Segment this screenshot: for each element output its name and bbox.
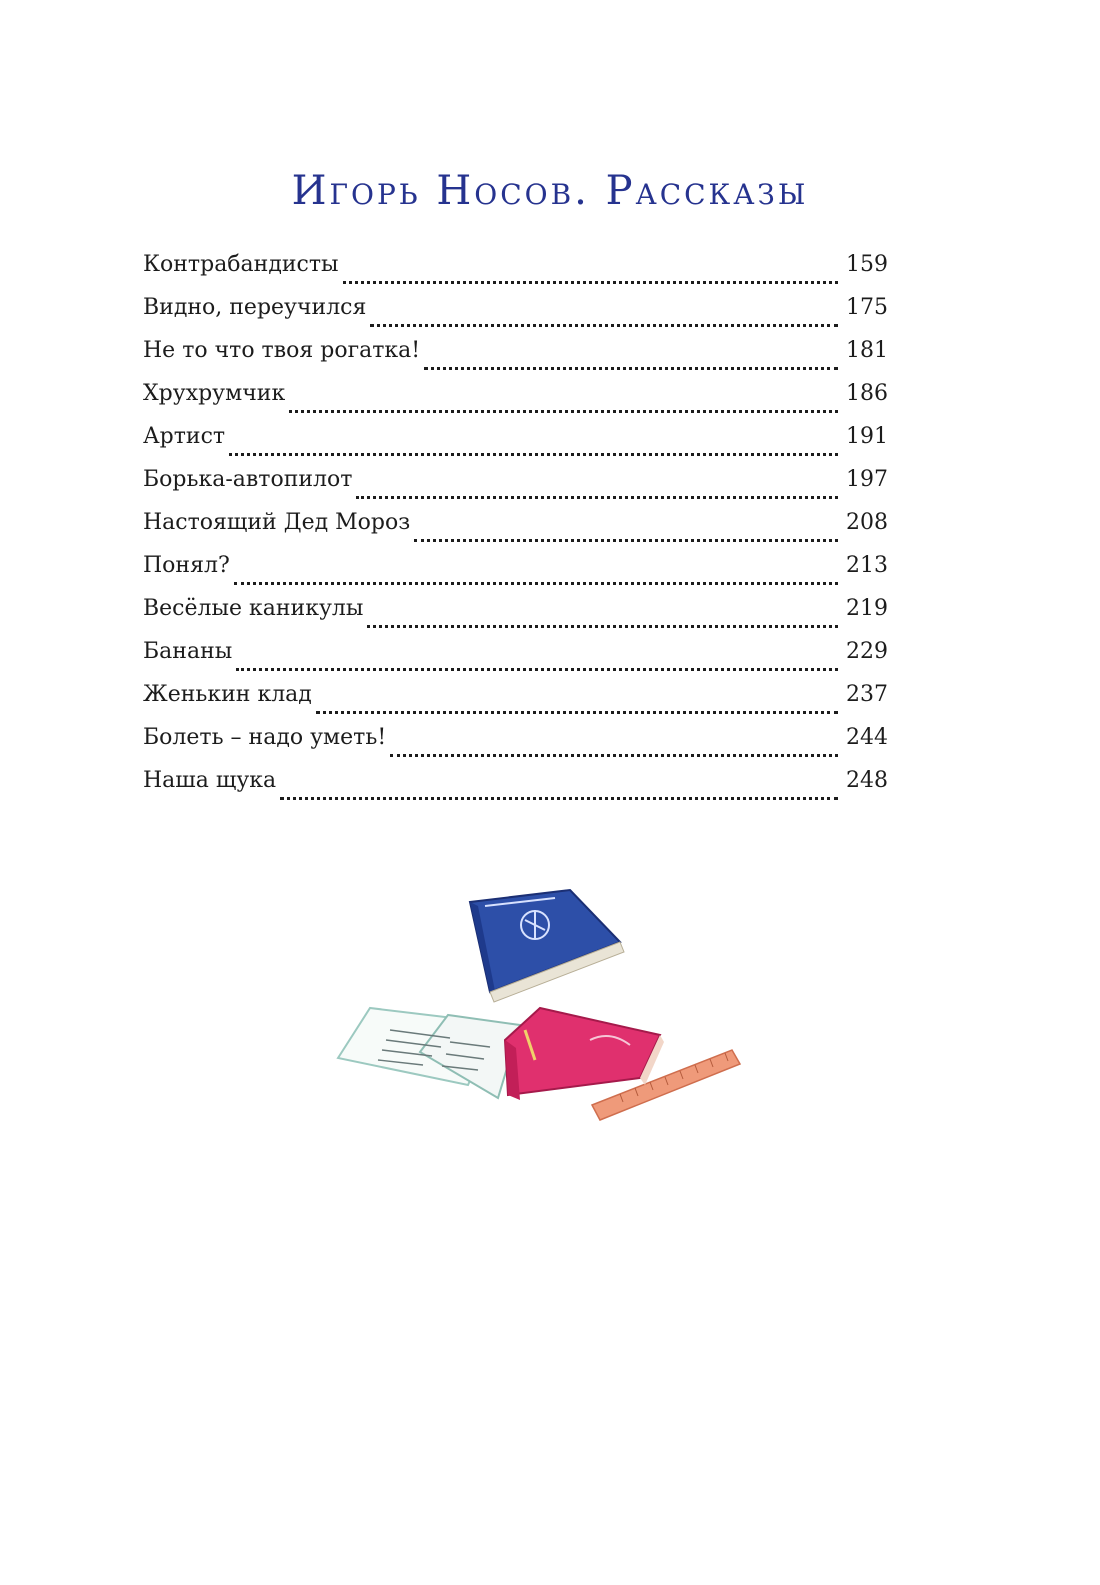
toc-entry-title: Болеть – надо уметь! bbox=[143, 725, 387, 750]
dot-leader bbox=[414, 538, 838, 542]
toc-entry[interactable] bbox=[143, 295, 888, 338]
toc-entry-title: Контрабандисты bbox=[143, 252, 339, 277]
dot-leader bbox=[280, 796, 838, 800]
dot-leader bbox=[367, 624, 838, 628]
books-papers-ruler-illustration bbox=[320, 880, 750, 1130]
toc-entry[interactable] bbox=[143, 424, 888, 467]
dot-leader bbox=[356, 495, 838, 499]
toc-entry-page: 191 bbox=[846, 424, 888, 449]
dot-leader bbox=[229, 452, 838, 456]
toc-entry-title: Настоящий Дед Мороз bbox=[143, 510, 411, 535]
toc-entry-title: Женькин клад bbox=[143, 682, 312, 707]
dot-leader bbox=[234, 581, 838, 585]
dot-leader bbox=[289, 409, 838, 413]
toc-entry-page: 181 bbox=[846, 338, 888, 363]
toc-entry-title: Весёлые каникулы bbox=[143, 596, 364, 621]
dot-leader bbox=[236, 667, 838, 671]
toc-entry[interactable] bbox=[143, 682, 888, 725]
toc-entry[interactable] bbox=[143, 381, 888, 424]
dot-leader bbox=[424, 366, 838, 370]
toc-entry[interactable] bbox=[143, 596, 888, 639]
toc-entry-page: 237 bbox=[846, 682, 888, 707]
toc-entry-title: Не то что твоя рогатка! bbox=[143, 338, 421, 363]
dot-leader bbox=[390, 753, 838, 757]
toc-entry-page: 159 bbox=[846, 252, 888, 277]
toc-entry-title: Борька-автопилот bbox=[143, 467, 353, 492]
toc-entry[interactable] bbox=[143, 510, 888, 553]
toc-entry[interactable] bbox=[143, 553, 888, 596]
toc-entry-page: 219 bbox=[846, 596, 888, 621]
toc-entry-title: Понял? bbox=[143, 553, 230, 578]
toc-entry-title: Наша щука bbox=[143, 768, 277, 793]
toc-entry[interactable] bbox=[143, 467, 888, 510]
toc-entry[interactable] bbox=[143, 725, 888, 768]
toc-entry-page: 197 bbox=[846, 467, 888, 492]
toc-entry-page: 213 bbox=[846, 553, 888, 578]
toc-entry[interactable] bbox=[143, 338, 888, 381]
toc-entry-page: 248 bbox=[846, 768, 888, 793]
dot-leader bbox=[316, 710, 838, 714]
dot-leader bbox=[343, 280, 838, 284]
toc-entry-title: Видно, переучился bbox=[143, 295, 367, 320]
toc-entry-title: Хрухрумчик bbox=[143, 381, 286, 406]
toc-entry-page: 175 bbox=[846, 295, 888, 320]
toc-entry[interactable] bbox=[143, 768, 888, 811]
blue-book-icon bbox=[470, 890, 624, 1002]
paper-sheets-icon bbox=[338, 1008, 520, 1098]
toc-entry-title: Артист bbox=[143, 424, 226, 449]
toc-entry[interactable] bbox=[143, 639, 888, 682]
page-title: Игорь Носов. Рассказы bbox=[291, 168, 809, 214]
toc-entry-page: 208 bbox=[846, 510, 888, 535]
toc-entry-page: 229 bbox=[846, 639, 888, 664]
toc-entry-page: 186 bbox=[846, 381, 888, 406]
toc-entry[interactable] bbox=[143, 252, 888, 295]
dot-leader bbox=[370, 323, 838, 327]
toc-entry-title: Бананы bbox=[143, 639, 233, 664]
toc-entry-page: 244 bbox=[846, 725, 888, 750]
table-of-contents bbox=[143, 252, 888, 811]
